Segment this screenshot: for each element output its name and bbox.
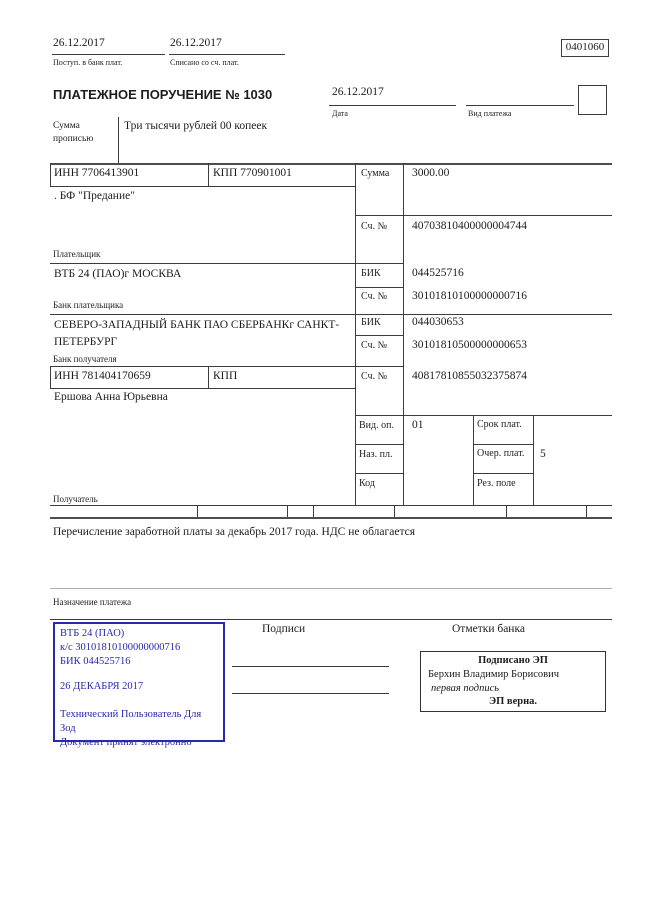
amount-words-value: Три тысячи рублей 00 копеек	[124, 120, 268, 132]
debited-label: Списано со сч. плат.	[170, 58, 239, 67]
ep-verified: ЭП верна.	[488, 696, 537, 707]
table-bottom-border	[50, 517, 612, 519]
debited-date: 26.12.2017	[170, 37, 222, 49]
payer-name: . БФ "Предание"	[54, 190, 135, 202]
form-code-box: 0401060	[561, 39, 609, 57]
purpose-label: Назначение платежа	[53, 597, 132, 607]
ep-title: Подписано ЭП	[478, 655, 548, 666]
bank-stamp	[53, 622, 225, 748]
payee-name: Ершова Анна Юрьевна	[54, 391, 168, 403]
stamp-user-line2: Зод	[60, 723, 76, 734]
priority-value: 5	[540, 448, 546, 460]
ep-signer-name: Берхин Владимир Борисович	[428, 669, 559, 680]
payment-kind-underline	[466, 105, 574, 106]
payee-account-label: Сч. №	[361, 371, 388, 382]
payee-section-underline	[50, 505, 612, 506]
document-date-underline	[329, 105, 456, 106]
payer-account-label: Сч. №	[361, 221, 388, 232]
priority-box-bottom	[473, 473, 533, 474]
code-label: Код	[359, 478, 375, 489]
coded-row-divider-3	[313, 505, 314, 517]
signatures-heading: Подписи	[262, 623, 306, 635]
payer-inn-box-left	[50, 163, 51, 186]
purpose-text: Перечисление заработной платы за декабрь 2017 года. НДС не облагается	[53, 526, 416, 538]
coded-row-divider-1	[197, 505, 198, 517]
signature-line-1	[232, 666, 389, 667]
payee-bank-bik: 044030653	[412, 316, 464, 328]
document-date: 26.12.2017	[332, 86, 384, 98]
details-section-top	[355, 415, 612, 416]
pay-term-box-bottom	[473, 444, 533, 445]
pay-term-label: Срок плат.	[477, 419, 522, 430]
stamp-date: 26 ДЕКАБРЯ 2017	[60, 681, 144, 692]
bank-marks-heading: Отметки банка	[452, 623, 525, 635]
table-top-border	[50, 163, 612, 165]
stamp-corr-account: к/с 30101810100000000716	[60, 642, 181, 653]
payee-bank-name: СЕВЕРО-ЗАПАДНЫЙ БАНК ПАО СБЕРБАНКг САНКТ-ПЕТЕРБУРГ	[54, 319, 340, 348]
payee-bank-section-label: Банк получателя	[53, 354, 117, 364]
document-date-label: Дата	[332, 109, 348, 118]
ep-signature-kind: первая подпись	[431, 683, 500, 694]
reserve-label: Рез. поле	[477, 478, 516, 489]
payee-bank-account: 30101810500000000653	[412, 339, 527, 351]
purpose-code-box-bottom	[355, 473, 403, 474]
payer-account: 40703810400000004744	[412, 220, 527, 232]
payee-bank-account-label: Сч. №	[361, 340, 388, 351]
payee-inn-kpp-divider	[208, 366, 209, 388]
payee-inn-box-bottom	[50, 388, 355, 389]
coded-row-divider-5	[506, 505, 507, 517]
payer-bank-section-label: Банк плательщика	[53, 300, 124, 310]
amount-words-label: Сумма прописью	[53, 121, 94, 144]
document-title: ПЛАТЕЖНОЕ ПОРУЧЕНИЕ № 1030	[53, 87, 273, 102]
payer-section-underline	[50, 263, 403, 264]
payer-section-label: Плательщик	[53, 249, 101, 259]
purpose-code-label: Наз. пл.	[359, 449, 393, 460]
value-column-left-border	[403, 163, 404, 505]
payer-inn-kpp-divider	[208, 163, 209, 186]
stamp-bank-name: ВТБ 24 (ПАО)	[60, 628, 125, 639]
payer-bank-section-underline	[50, 314, 612, 315]
payee-inn-box-left	[50, 366, 51, 388]
payment-kind-label: Вид платежа	[468, 109, 512, 118]
payee-bank-bik-label: БИК	[361, 317, 381, 328]
sum-row-bottom	[355, 215, 612, 216]
signature-line-2	[232, 693, 389, 694]
amount-words-divider	[118, 117, 119, 163]
received-underline	[52, 54, 165, 55]
priority-label: Очер. плат.	[477, 448, 525, 459]
coded-row-divider-2	[287, 505, 288, 517]
footer-top-border	[50, 619, 612, 620]
op-kind-label: Вид. оп.	[359, 420, 394, 431]
payer-bank-bik: 044525716	[412, 267, 464, 279]
purpose-field-underline	[50, 588, 612, 589]
stamp-user-line1: Технический Пользователь Для	[60, 709, 202, 720]
stamp-bik: БИК 044525716	[60, 656, 131, 667]
details-col3-left-border	[533, 415, 534, 505]
payer-bank-account-label: Сч. №	[361, 291, 388, 302]
electronic-signature-box	[420, 651, 606, 712]
payee-kpp-label: КПП	[213, 370, 238, 382]
payee-account: 40817810855032375874	[412, 370, 527, 382]
sum-value: 3000.00	[412, 167, 450, 179]
payer-bank-name: ВТБ 24 (ПАО)г МОСКВА	[54, 268, 182, 280]
coded-row-divider-4	[394, 505, 395, 517]
payment-kind-checkbox	[578, 85, 607, 115]
received-label: Поступ. в банк плат.	[53, 58, 123, 67]
payee-section-label: Получатель	[53, 494, 98, 504]
coded-row-divider-6	[586, 505, 587, 517]
payer-kpp: КПП 770901001	[213, 167, 292, 179]
debited-underline	[169, 54, 285, 55]
payer-inn: ИНН 7706413901	[54, 167, 140, 179]
payee-bank-section-underline	[50, 366, 403, 367]
stamp-status: Документ принят электронно	[60, 737, 192, 748]
op-kind-box-bottom	[355, 444, 403, 445]
payer-bank-bik-label: БИК	[361, 268, 381, 279]
received-date: 26.12.2017	[53, 37, 105, 49]
op-kind-value: 01	[412, 419, 424, 431]
payer-bank-account: 30101810100000000716	[412, 290, 527, 302]
sum-label: Сумма	[361, 168, 390, 179]
payer-inn-box-bottom	[50, 186, 355, 187]
details-col2-left-border	[473, 415, 474, 505]
payer-bank-bik-divider	[355, 287, 403, 288]
payee-inn: ИНН 781404170659	[54, 370, 151, 382]
